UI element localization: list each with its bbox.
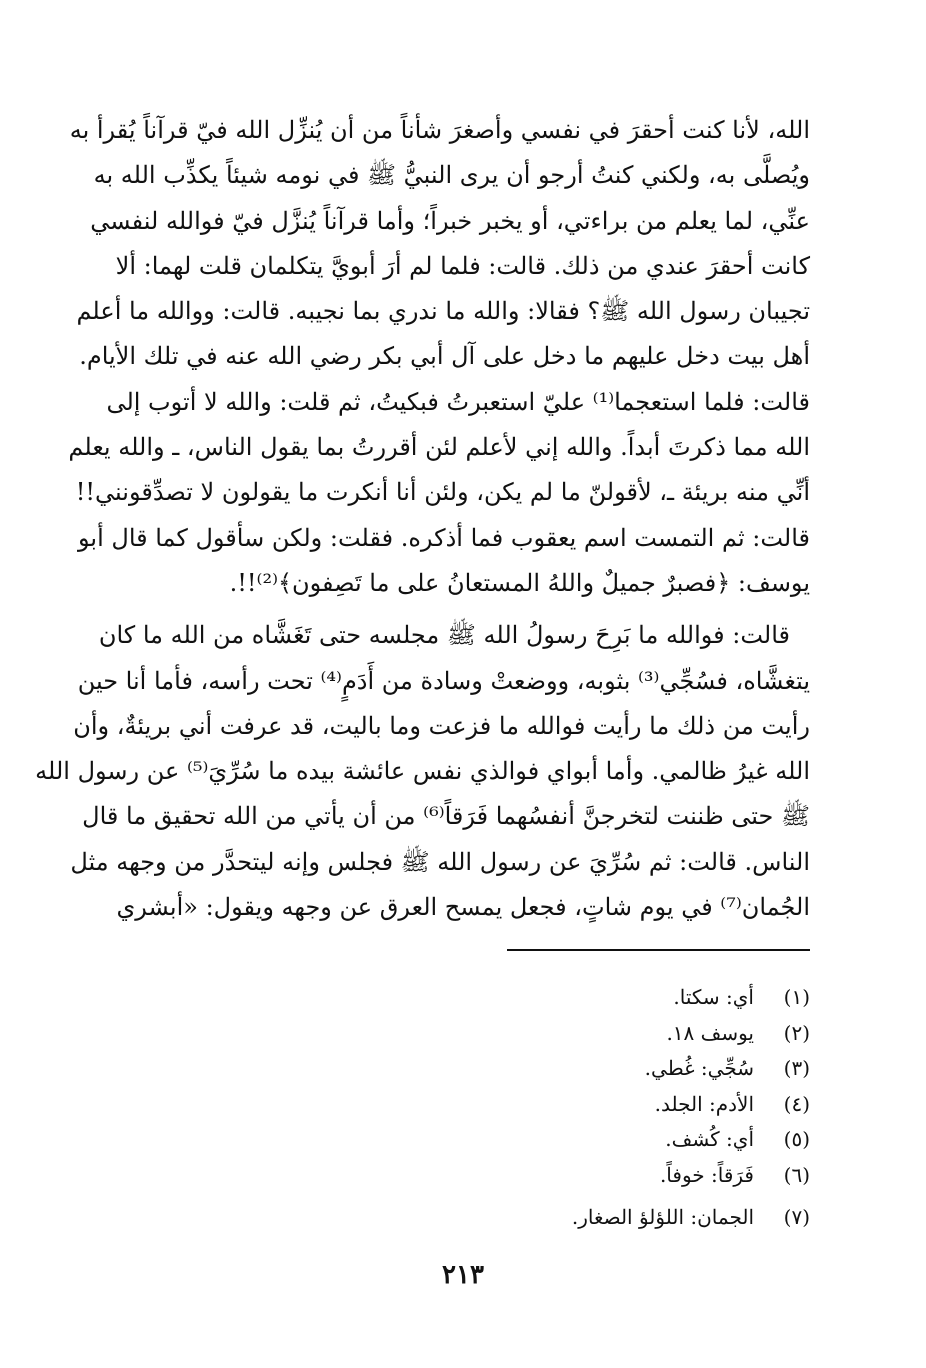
paragraph-1 [68, 108, 810, 606]
footnote-text: سُجِّي: غُطي. [644, 1056, 754, 1081]
text-line: قالت: فوالله ما بَرِحَ رسولُ الله ﷺ مجلسه حتى تَغَشَّاه من الله ما كان [98, 621, 790, 650]
footnote-text: الجمان: اللؤلؤ الصغار. [571, 1204, 754, 1229]
footnote [410, 1200, 810, 1236]
footnote [410, 1158, 810, 1194]
text-line: تجيبان رسول الله ﷺ؟ فقالا: والله ما ندري بما نجيبه. قالت: ووالله ما أعلم [76, 297, 810, 326]
page-number: ٢١٣ [442, 1260, 484, 1290]
text-line: أنِّي منه بريئة ـ، لأقولنّ ما لم يكن، ولئن أنا أنكرت ما يقولون لا تصدِّقونني!! [75, 478, 810, 507]
main-text [35, 108, 810, 930]
footnote-text: فَرَقاً: خوفاً. [659, 1162, 754, 1187]
text-line: قالت: ثم التمست اسم يعقوب فما أذكره. فقلت: ولكن سأقول كما قال أبو [78, 523, 810, 552]
footnote-text: أي: كُشف. [665, 1127, 754, 1152]
text-line: عنِّي، لما يعلم من براءتي، أو يخبر خبراً؛ وأما قرآناً يُنزَّل فيّ فوالله لنفسي [90, 206, 810, 235]
text-line: الله غيرُ ظالمي. وأما أبواي فوالذي نفس عائشة بيده ما سُرِّيَ⁽⁵⁾ عن رسول الله [35, 757, 810, 786]
footnote [410, 1087, 810, 1123]
text-line: يوسف: ﴿فصبرٌ جميلٌ واللهُ المستعانُ على ما تَصِفون﴾⁽²⁾!!. [229, 568, 810, 597]
text-line: الجُمان⁽⁷⁾ في يوم شاتٍ، فجعل يمسح العرق عن وجهه ويقول: «أبشري [116, 893, 810, 922]
footnote-number: (١) [783, 985, 810, 1009]
text-line: ﷺ حتى ظننت لتخرجنَّ أنفسُهما فَرَقاً⁽⁶⁾ من أن يأتي من الله تحقيق ما قال [82, 802, 810, 831]
footnote-number: (٥) [783, 1127, 810, 1152]
footnote-number: (٧) [783, 1204, 810, 1229]
text-line: الله مما ذكرتَ أبداً. والله إني لأعلم لئن أقررتُ بما يقول الناس، ـ والله يعلم [68, 433, 810, 462]
footnote-number: (٣) [783, 1056, 810, 1081]
text-line: كانت أحقرَ عندي من ذلك. قالت: فلما لم أرَ أبويَّ يتكلمان قلت لهما: ألا [115, 251, 810, 280]
footnote-separator [507, 949, 810, 951]
text-line: أهل بيت دخل عليهم ما دخل على آل أبي بكر رضي الله عنه في تلك الأيام. [79, 342, 810, 371]
footnote-number: (٢) [783, 1020, 810, 1045]
text-line: ويُصلَّى به، ولكني كنتُ أرجو أن يرى النبيُّ ﷺ في نومه شيئاً يكذِّب الله به [93, 161, 810, 190]
footnote-text: أي: سكتا. [673, 985, 754, 1009]
text-line: رأيت من ذلك ما رأيت فوالله ما فزعت وما باليت، قد عرفت أني بريئةٌ، وأن [73, 711, 810, 740]
footnote-text: الأدم: الجلد. [654, 1091, 754, 1116]
text-line: الله، لأنا كنت أحقرَ في نفسي وأصغرَ شأناً من أن يُنزِّل الله فيّ قرآناً يُقرأ به [69, 116, 810, 144]
footnote [410, 1122, 810, 1158]
text-line: قالت: فلما استعجما⁽¹⁾ عليّ استعبرتُ فبكيتُ، ثم قلت: والله لا أتوب إلى [106, 387, 810, 416]
footnotes [410, 980, 810, 1235]
footnote [410, 1051, 810, 1087]
footnote [410, 1016, 810, 1052]
footnote-text: يوسف ١٨. [666, 1020, 754, 1045]
text-line: الناس. قالت: ثم سُرِّيَ عن رسول الله ﷺ فجلس وإنه ليتحدَّر من وجهه مثل [70, 847, 810, 876]
footnote-number: (٦) [783, 1162, 810, 1187]
text-line: يتغشَّاه، فسُجِّي⁽³⁾ بثوبه، ووضعتْ وسادة من أَدَمٍ⁽⁴⁾ تحت رأسه، فأما أنا حين [77, 666, 810, 695]
paragraph-2 [35, 613, 810, 930]
footnote-number: (٤) [783, 1091, 810, 1116]
footnote [410, 980, 810, 1016]
